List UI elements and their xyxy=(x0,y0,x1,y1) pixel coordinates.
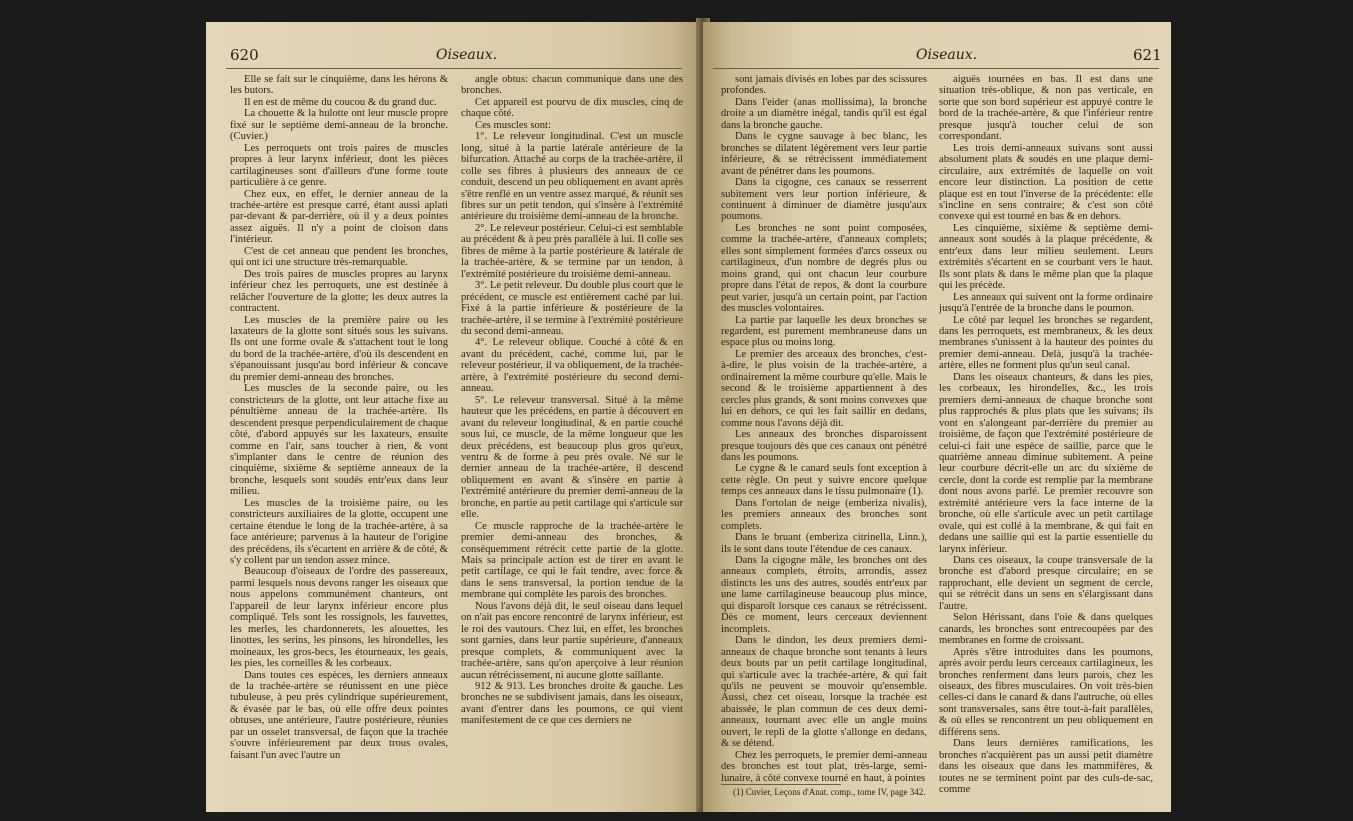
left-column-1 xyxy=(230,74,448,809)
paragraph: Dans le dindon, les deux premiers demi-anneaux de chaque bronche sont tenants à leurs deux bouts par un petit cartilage longitudinal, qui s'articule avec la trachée-artère, & qui fait qu'ils ne peuvent se mouvoir qu'ensemble. Aussi, chez cet oiseau, lorsque la trachée est abaissée, le plan commun de ces deux demi-anneaux, tournant avec elle un angle moins ouvert, le repli de la glotte s'allonge en dedans, & se détend. xyxy=(721,635,927,750)
paragraph: Dans l'eider (anas mollissima), la bronche droite a un diamètre inégal, tandis qu'il est égal dans la bronche gauche. xyxy=(721,96,927,131)
paragraph: Dans la cigogne mâle, les bronches ont des anneaux complets, étroits, arrondis, assez distincts les uns des autres, soudés entr'eux par une lame cartilagineuse beaucoup plus mince, qui disparoît lorsque ces canaux se rétrécissent. Dès ce moment, leurs cerceaux deviennent incomplets. xyxy=(721,555,927,635)
paragraph: Les trois demi-anneaux suivans sont aussi absolument plats & soudés en une plaque demi-circulaire, aux extrémités de laquelle on voit encore leur distinction. La position de cette plaque est en tout l'inverse de la précédente: elle s'incline en sens contraire; & c'est son côté convexe qui est tourné en bas & en dehors. xyxy=(939,142,1153,223)
paragraph: Beaucoup d'oiseaux de l'ordre des passereaux, parmi lesquels nous devons ranger les oiseaux que nous appelons communément chanteurs, ont l'appareil de leur larynx inférieur encore plus compliqué. Tels sont les rossignols, les fauvettes, les merles, les chardonnerets, les alouettes, les linottes, les serins, les pinsons, les hirondelles, les moineaux, les gros-becs, les étourneaux, les geais, les pies, les corneilles & les corbeaux. xyxy=(230,566,448,670)
footnote-rule xyxy=(721,784,841,785)
paragraph: Dans le bruant (emberiza citrinella, Linn.), ils le sont dans toute l'étendue de ces canaux. xyxy=(721,532,927,555)
footnote: (1) Cuvier, Leçons d'Anat. comp., tome IV, page 342. xyxy=(733,787,926,797)
paragraph: 912 & 913. Les bronches droite & gauche. Les bronches ne se subdivisent jamais, dans les oiseaux, avant d'entrer dans les poumons, ce qui vient manifestement de ce que ces derniers ne xyxy=(461,681,683,727)
paragraph: Dans l'ortolan de neige (emberiza nivalis), les premiers anneaux des bronches sont complets. xyxy=(721,497,927,532)
paragraph: sont jamais divisés en lobes par des scissures profondes. xyxy=(721,74,927,97)
right-page-number: 621 xyxy=(1133,46,1162,64)
paragraph: Les bronches ne sont point composées, comme la trachée-artère, d'anneaux complets; elles sont simplement formées d'arcs osseux ou cartilagineux, d'un nombre de degrés plus ou moins grand, qui ont chacun leur courbure propre dans l'état de repos, & dont la courbure peut varier, jusqu'à un certain point, par l'action des muscles volontaires. xyxy=(721,222,927,315)
paragraph: Le cygne & le canard seuls font exception à cette règle. On peut y suivre encore quelque temps ces anneaux dans le tissu pulmonaire (1). xyxy=(721,463,927,498)
right-page xyxy=(703,22,1171,812)
paragraph: La partie par laquelle les deux bronches se regardent, est purement membraneuse dans un espace plus ou moins long. xyxy=(721,314,927,349)
paragraph: Nous l'avons déjà dit, le seul oiseau dans lequel on n'ait pas encore rencontré de larynx inférieur, est le roi des vautours. Chez lui, en effet, les bronches sont garnies, dans leur partie supérieure, d'anneaux presque complets, & communiquent avec la trachée-artère, sans qu'on aperçoive à leur réunion aucun rétrécissement, ni aucune glotte saillante. xyxy=(461,600,683,681)
paragraph: Dans leurs dernières ramifications, les bronches n'acquièrent pas un aussi petit diamètre dans les oiseaux que dans les mammifères, & toutes ne se terminent point par des culs-de-sac, comme xyxy=(939,738,1153,796)
right-header-rule xyxy=(713,68,1159,69)
paragraph: Selon Hérissant, dans l'oie & dans quelques canards, les bronches sont entrecoupées par des membranes en forme de croissant. xyxy=(939,612,1153,647)
left-column-2 xyxy=(461,74,683,809)
paragraph: angle obtus: chacun communique dans une des bronches. xyxy=(461,74,683,97)
paragraph: Les perroquets ont trois paires de muscles propres à leur larynx inférieur, dont les pièces cartilagineuses sont d'ailleurs d'une forme toute particulière à ce genre. xyxy=(230,142,448,189)
paragraph: Le premier des arceaux des bronches, c'est-à-dire, le plus voisin de la trachée-artère, a ordinairement la même courbure qu'elle. Mais le second & le troisième appartiennent à des cercles plus grands, & sont moins convexes que lui en dehors, ce qui les fait saillir en dedans, comme nous l'avons déjà dit. xyxy=(721,348,927,429)
left-page-number: 620 xyxy=(230,46,259,64)
paragraph: La chouette & la hulotte ont leur muscle propre fixé sur le septième demi-anneau de la bronche. (Cuvier.) xyxy=(230,108,448,143)
paragraph: Les anneaux des bronches disparoissent presque toujours dès que ces canaux ont pénétré dans les poumons. xyxy=(721,429,927,463)
paragraph: Les muscles de la première paire ou les laxateurs de la glotte sont situés sous les suivans. Ils ont une forme ovale & s'attachent tout le long du bord de la trachée-artère, d'où ils descendent en s'épanouissant jusqu'au bord inférieur & concave du premier demi-anneau des bronches. xyxy=(230,314,448,383)
left-header-rule xyxy=(226,68,682,69)
paragraph: 4°. Le releveur oblique. Couché à côté & en avant du précédent, caché, comme lui, par le releveur postérieur, il va obliquement, de la trachée-artère, à l'extrémité postérieure du second demi-anneau. xyxy=(461,337,683,395)
right-running-title: Oiseaux. xyxy=(916,47,978,63)
paragraph: aiguës tournées en bas. Il est dans une situation très-oblique, & non pas verticale, en sorte que son bord supérieur est appuyé contre le bord de la trachée-artère, & que l'inférieur rentre presque jusqu'à toucher celui de son correspondant. xyxy=(939,74,1153,143)
right-column-1 xyxy=(721,74,927,782)
paragraph: Cet appareil est pourvu de dix muscles, cinq de chaque côté. xyxy=(461,96,683,120)
paragraph: Ce muscle rapproche de la trachée-artère le premier demi-anneau des bronches, & conséquemment rétrécit cette partie de la glotte. Mais sa principale action est de tirer en avant le petit cartilage, ce qui le fait tendre, avec force & dans le sens transversal, la portion tendue de la membrane qui complète les parois des bronches. xyxy=(461,520,683,601)
paragraph: 1°. Le releveur longitudinal. C'est un muscle long, situé à la partie latérale antérieure de la bifurcation. Attaché au corps de la trachée-artère, il colle ses fibres à plusieurs des anneaux de ce conduit, descend un peu obliquement en avant après s'être renflé en un ventre assez marqué, & réunit ses fibres sur un petit tendon, qui s'insère à l'extrémité antérieure du troisième demi-anneau de la bronche. xyxy=(461,131,683,223)
paragraph: Dans les oiseaux chanteurs, & dans les pies, les corbeaux, les hirondelles, &c., les trois premiers demi-anneaux de chaque bronche sont plus rapprochés & plus plats que les suivans; ils vont en s'alongeant par-derrière du premier au troisième, de façon que l'extrémité postérieure de celui-ci fait une espèce de saillie, parce que le quatrième anneau diminue subitement. A peine leur courbure décrit-elle un arc du sixième de cercle, dont la corde est remplie par la membrane dont nous avons parlé. Le premier recouvre son extrémité antérieure vers la face interne de la bronche, où elle s'articule avec un petit cartilage ovale, qui est collé à la membrane, & qui fait en dedans une saillie qui est la partie essentielle du larynx inférieur. xyxy=(939,371,1153,555)
left-running-title: Oiseaux. xyxy=(436,47,498,63)
paragraph: C'est de cet anneau que pendent les bronches, qui ont ici une structure très-remarquable. xyxy=(230,245,448,269)
paragraph: Ces muscles sont: xyxy=(475,119,551,131)
paragraph: 3°. Le petit releveur. Du double plus court que le précédent, ce muscle est entièrement caché par lui. Fixé à la partie inférieure & postérieure de la trachée-artère, il se termine à l'extrémité postérieure du second demi-anneau. xyxy=(461,280,683,337)
paragraph: Elle se fait sur le cinquième, dans les hérons & les butors. xyxy=(230,74,448,97)
paragraph: Dans la cigogne, ces canaux se resserrent subitement vers leur portion inférieure, & continuent à diminuer de diamètre jusqu'aux poumons. xyxy=(721,177,927,223)
paragraph: Dans ces oiseaux, la coupe transversale de la bronche est d'abord presque circulaire; en se rapprochant, elle devient un segment de cercle, qui se rétrécit dans un sens en s'élargissant dans l'autre. xyxy=(939,555,1153,612)
paragraph: Les muscles de la troisième paire, ou les constricteurs auxiliaires de la glotte, occupent une certaine étendue le long de la trachée-artère, à sa face antérieure; parvenus à la hauteur de l'origine des précédens, ils s'écartent en arrière & de côté, & s'y collent par un tendon assez mince. xyxy=(230,497,448,567)
paragraph: Après s'être introduites dans les poumons, après avoir perdu leurs cerceaux cartilagineux, les bronches renferment dans leurs parois, chez les oiseaux, des fibres musculaires. On voit très-bien celles-ci dans le canard & dans l'autruche, où elles sont transversales, sans être tout-à-fait parallèles, & où elles se rencontrent un peu obliquement en différens sens. xyxy=(939,646,1153,738)
paragraph: Des trois paires de muscles propres au larynx inférieur chez les perroquets, une est destinée à relâcher l'ouverture de la glotte; les deux autres la contractent. xyxy=(230,268,448,315)
paragraph: Chez eux, en effet, le dernier anneau de la trachée-artère est presque carré, étant aussi aplati par-devant & par-derrière, où il y a deux pointes assez aiguës. Il n'y a point de cloison dans l'intérieur. xyxy=(230,188,448,246)
paragraph: Les cinquième, sixième & septième demi-anneaux sont soudés à la plaque précédente, & entr'eux dans leur milieu seulement. Leurs extrémités s'écartent en se courbant vers le haut. Ils sont plats & dans le même plan que la plaque qui les précède. xyxy=(939,222,1153,292)
paragraph: Chez les perroquets, le premier demi-anneau des bronches est tout plat, très-large, semi-lunaire, à côté convexe tourné en haut, à pointes xyxy=(721,749,927,784)
right-column-2 xyxy=(939,74,1153,809)
left-page xyxy=(206,22,703,812)
paragraph: Les anneaux qui suivent ont la forme ordinaire jusqu'à l'entrée de la bronche dans le poumon. xyxy=(939,291,1153,315)
paragraph: Les muscles de la seconde paire, ou les constricteurs de la glotte, ont leur attache fixe au pénultième anneau de la trachée-artère. Ils descendent presque perpendiculairement de chaque côté, d'abord appuyés sur les laxateurs, ensuite comme en l'air, sans toucher à rien, & vont s'implanter dans le centre de réunion des cinquième, sixième & septième anneaux de la bronche, lesquels sont soudés entr'eux dans leur milieu. xyxy=(230,383,448,498)
paragraph: 5°. Le releveur transversal. Situé à la même hauteur que les précédens, en partie à découvert en avant du releveur longitudinal, & en partie couché sous lui, ce muscle, de la même longueur que les deux précédens, est beaucoup plus gros qu'eux, ventru & de forme à peu près ovale. Né sur le dernier anneau de la trachée-artère, il descend obliquement en avant & s'insère en partie à l'extrémité antérieure du premier demi-anneau de la bronche, en partie au petit cartilage qui s'articule sur elle. xyxy=(461,394,683,521)
paragraph: 2°. Le releveur postérieur. Celui-ci est semblable au précédent & à peu près parallèle à lui. Il colle ses fibres de même à la partie postérieure & latérale de la trachée-artère, & se termine par un tendon, à l'extrémité postérieure du troisième demi-anneau. xyxy=(461,222,683,280)
paragraph: Le côté par lequel les bronches se regardent, dans les perroquets, est membraneux, & les deux membranes s'unissent à la hauteur des pointes du premier demi-anneau. Delà, jusqu'à la trachée-artère, elles ne forment plus qu'un seul canal. xyxy=(939,314,1153,372)
paragraph: Dans toutes ces espèces, les derniers anneaux de la trachée-artère se réunissent en une pièce tubuleuse, à peu près cylindrique supérieurement, & évasée par le bas, où elle offre deux pointes obtuses, une antérieure, l'autre postérieure, réunies par un osselet transversal, de façon que la trachée s'ouvre inférieurement par deux trous ovales, faisant l'un avec l'autre un xyxy=(230,669,448,761)
paragraph: Il en est de même du coucou & du grand duc. xyxy=(244,96,437,108)
paragraph: Dans le cygne sauvage à bec blanc, les bronches se dilatent légèrement vers leur partie inférieure, & se rétrécissent immédiatement avant de pénétrer dans les poumons. xyxy=(721,131,927,177)
